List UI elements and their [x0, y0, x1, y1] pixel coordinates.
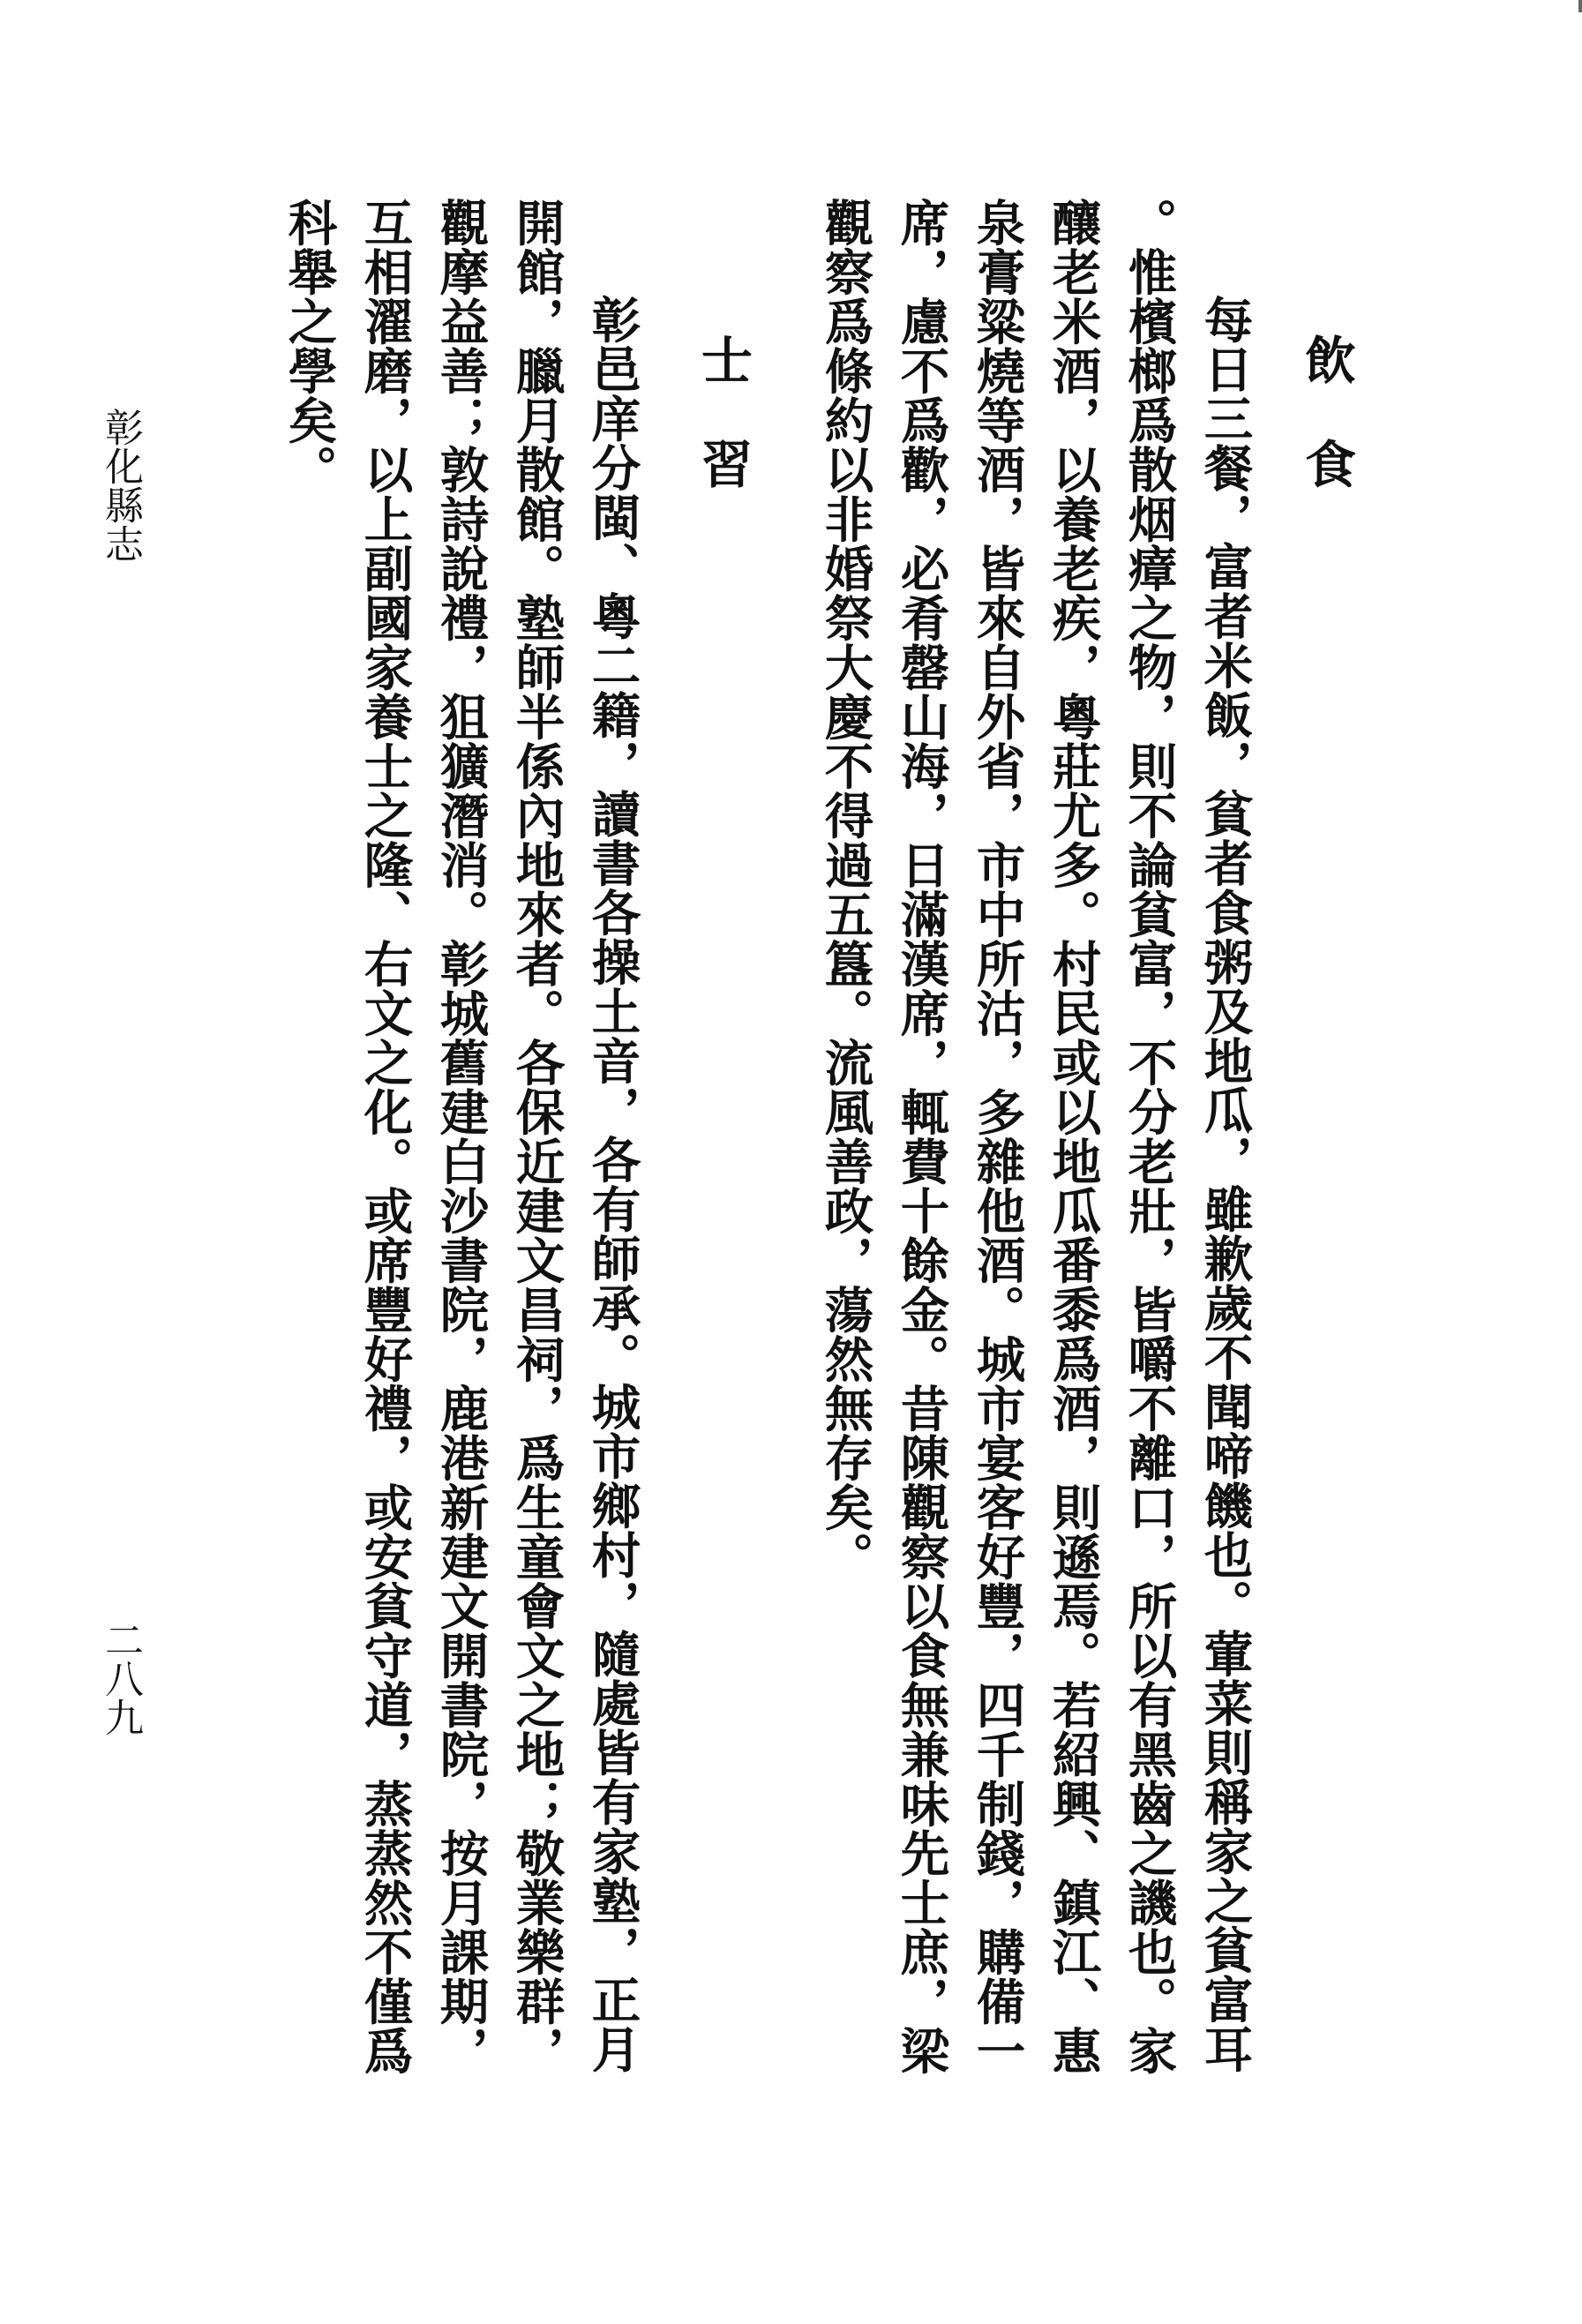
scan-edge-mark [1578, 0, 1582, 12]
text-line: 釀老米酒，以養老疾，粵莊尤多。村民或以地瓜番黍爲酒，則遜焉。若紹興、鎮江、惠 [1043, 198, 1101, 2075]
section-heading-scholars: 士習 [693, 334, 753, 542]
page-number: 二八九 [98, 1620, 143, 1736]
text-line: 彰邑庠分閩、粵二籍，讀書各操土音，各有師承。城市鄉村，隨處皆有家塾，正月 [582, 295, 641, 2073]
text-line: 觀察爲條約以非婚祭大慶不得過五簋。流風善政，蕩然無存矣。 [815, 198, 873, 1581]
text-line: 席，慮不爲歡，必肴罄山海，日滿漢席，輒費十餘金。昔陳觀察以食無兼味先士庶，梁 [891, 198, 949, 2075]
section-heading-diet: 飲食 [1296, 334, 1356, 542]
text-line: 科舉之學矣。 [279, 198, 337, 494]
text-line: 。惟檳榔爲散烟瘴之物，則不論貧富，不分老壯，皆嚼不離口，所以有黑齒之譏也。家 [1119, 198, 1177, 2075]
text-line: 觀摩益善；敦詩說禮，狙獷潛消。彰城舊建白沙書院，鹿港新建文開書院，按月課期， [431, 198, 489, 2075]
text-line: 互相濯磨，以上副國家養士之隆、右文之化。或席豐好禮，或安貧守道，蒸蒸然不僅爲 [355, 198, 413, 2075]
text-line: 泉膏粱燒等酒，皆來自外省，市中所沽，多雜他酒。城市宴客好豐，四千制錢，購備一 [967, 198, 1025, 2075]
book-title: 彰化縣志 [98, 408, 143, 563]
text-line: 每日三餐，富者米飯，貧者食粥及地瓜，雖歉歲不聞啼饑也。葷菜則稱家之貧富耳 [1195, 295, 1253, 2073]
text-line: 開館，臘月散館。塾師半係內地來者。各保近建文昌祠，爲生童會文之地；敬業樂群， [506, 198, 565, 2075]
